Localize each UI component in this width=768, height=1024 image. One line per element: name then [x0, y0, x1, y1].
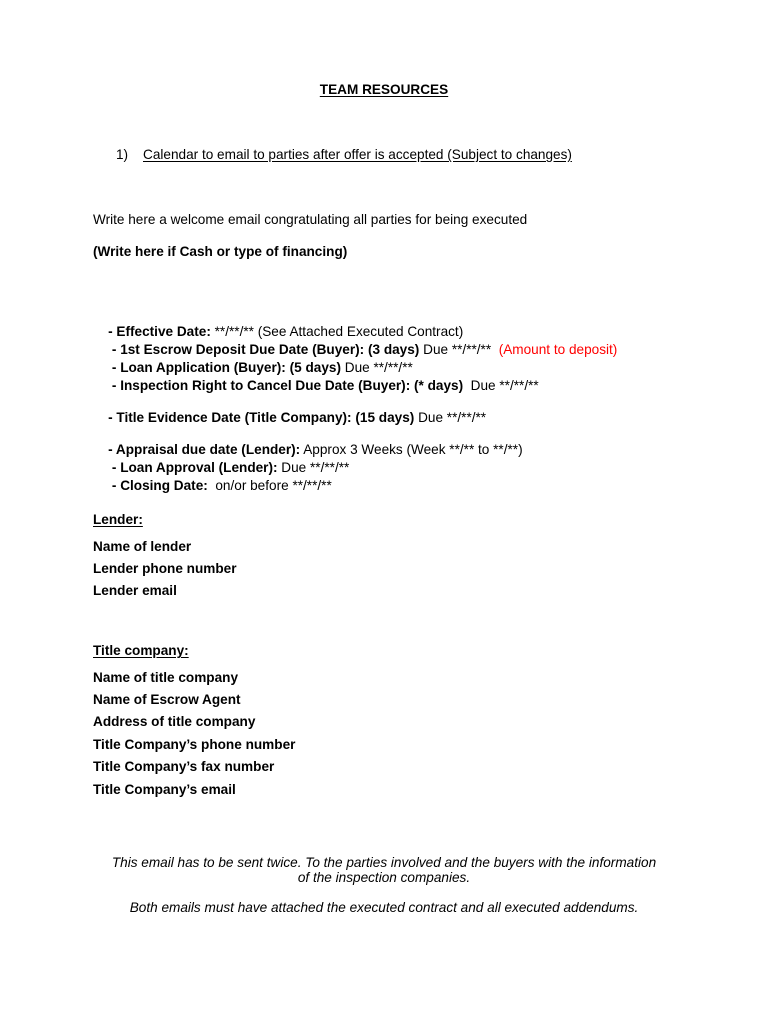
inspection-label: - Inspection Right to Cancel Due Date (Buyer): (* days) — [108, 378, 464, 393]
lender-field: Lender email — [93, 583, 177, 598]
closing-date-label: - Closing Date: — [108, 478, 208, 493]
title-company-field: Title Company’s fax number — [93, 759, 275, 774]
title-company-field: Address of title company — [93, 714, 256, 729]
escrow-deposit-value: Due **/**/** — [419, 342, 499, 357]
calendar-item-text: Calendar to email to parties after offer is accepted (Subject to changes) — [143, 147, 572, 162]
title-company-field: Name of title company — [93, 670, 239, 685]
page-title: TEAM RESOURCES — [319, 82, 449, 97]
title-company-field: Title Company’s phone number — [93, 737, 296, 752]
effective-date-label: - Effective Date: — [108, 324, 211, 339]
welcome-text: Write here a welcome email congratulating all parties for being executed — [93, 212, 528, 227]
closing-date-line — [93, 463, 332, 508]
title-evidence-value: Due **/**/** — [414, 410, 487, 425]
footer-note-line1: This email has to be sent twice. To the parties involved and the buyers with the information — [111, 855, 657, 870]
title-evidence-label: - Title Evidence Date (Title Company): (15 days) — [108, 410, 415, 425]
loan-approval-label: - Loan Approval (Lender): — [108, 460, 278, 475]
title-company-heading: Title company: — [93, 643, 189, 658]
inspection-value: Due **/**/** — [463, 378, 539, 393]
loan-approval-value: Due **/**/** — [277, 460, 350, 475]
lender-field: Name of lender — [93, 539, 192, 554]
escrow-deposit-label: - 1st Escrow Deposit Due Date (Buyer): (3 days) — [108, 342, 420, 357]
financing-text: (Write here if Cash or type of financing) — [93, 244, 348, 259]
lender-field: Lender phone number — [93, 561, 237, 576]
closing-date-value: on/or before **/**/** — [207, 478, 332, 493]
effective-date-value: **/**/** (See Attached Executed Contract) — [210, 324, 464, 339]
loan-application-label: - Loan Application (Buyer): (5 days) — [108, 360, 341, 375]
loan-application-value: Due **/**/** — [340, 360, 413, 375]
list-item-number: 1) — [116, 147, 129, 162]
title-company-field: Title Company’s email — [93, 782, 236, 797]
appraisal-value: Approx 3 Weeks (Week **/** to **/**) — [300, 442, 523, 457]
appraisal-label: - Appraisal due date (Lender): — [108, 442, 301, 457]
title-company-field: Name of Escrow Agent — [93, 692, 241, 707]
lender-heading: Lender: — [93, 512, 143, 527]
escrow-deposit-note: (Amount to deposit) — [498, 342, 618, 357]
footer-note-line3: Both emails must have attached the executed contract and all executed addendums. — [129, 900, 639, 915]
footer-note-line2: of the inspection companies. — [297, 870, 471, 885]
